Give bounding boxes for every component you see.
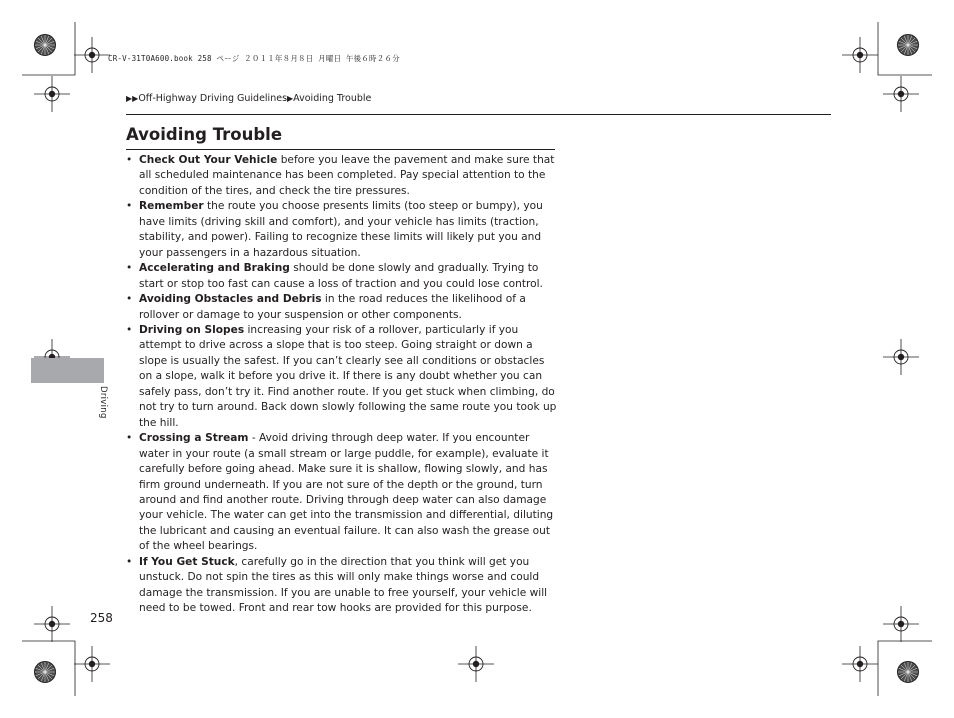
print-job-header: CR-V-31T0A600.book 258 ページ ２０１１年８月８日 月曜日 午後６時２６分 (108, 54, 400, 63)
list-item (126, 323, 558, 431)
item-text: - Avoid driving through deep water. If you encounter water in your route (a small stream or large puddle, for example), evaluate it carefully before going ahead. Make sure it is shallow, flowing slowly, and has firm ground underneath. If you are not sure of the depth or the ground, turn around and find another route. Driving through deep water can also damage your vehicle. The water can get into the transmission and differential, diluting the lubricant and causing an eventual failure. It can also wash the grease out of the wheel bearings. (139, 432, 554, 553)
guideline-list (126, 153, 558, 617)
breadcrumb (126, 93, 371, 104)
guideline-list-container (126, 153, 558, 617)
item-text: increasing your risk of a rollover, particularly if you attempt to drive across a slope that is too steep. Going straight or down a slope is usually the safest. If you can’t clearly see all conditions or obstacles on a slope, walk it before you drive it. If there is any doubt whether you can safely pass, don’t try it. Find another route. If you get stuck when climbing, do not try to turn around. Back down slowly following the same route you took up the hill. (139, 323, 557, 429)
bullet-icon: • (126, 323, 133, 336)
item-term: Driving on Slopes (139, 323, 245, 336)
item-term: Remember (139, 200, 204, 213)
item-term: Check Out Your Vehicle (139, 154, 278, 166)
list-item (126, 431, 558, 555)
item-text: before you leave the pavement and make sure that all scheduled maintenance has been completed. Pay special attention to the condition of the tires, and check the tire pressures. (139, 154, 555, 197)
page-number: 258 (90, 611, 113, 625)
item-text: , carefully go in the direction that you think will get you unstuck. Do not spin the tires as this will only make things worse and could damage the transmission. If you are unable to free yourself, your vehicle will need to be towed. Front and rear tow hooks are provided for this purpose. (139, 555, 548, 615)
item-term: If You Get Stuck (139, 555, 235, 568)
item-term: Crossing a Stream (139, 432, 249, 445)
page-title: Avoiding Trouble (126, 125, 283, 144)
list-item (126, 555, 558, 617)
breadcrumb-arrow-icon: ▶▶ (126, 94, 139, 103)
header-divider (126, 114, 831, 115)
bullet-icon: • (126, 555, 133, 568)
section-tab-label: Driving (98, 386, 108, 419)
item-term: Accelerating and Braking (139, 262, 290, 275)
breadcrumb-item-current: Avoiding Trouble (293, 93, 372, 104)
title-underline (126, 149, 555, 150)
item-text: should be done slowly and gradually. Trying to start or stop too fast can cause a loss of traction and you could lose control. (139, 262, 543, 290)
bullet-icon: • (126, 262, 133, 275)
item-term: Avoiding Obstacles and Debris (139, 293, 322, 306)
list-item (126, 199, 558, 261)
list-item (126, 261, 558, 292)
breadcrumb-item-off-highway[interactable]: Off-Highway Driving Guidelines (138, 93, 288, 104)
section-tab (31, 358, 104, 383)
list-item (126, 153, 558, 199)
bullet-icon: • (126, 293, 133, 306)
bullet-icon: • (126, 154, 133, 166)
bullet-icon: • (126, 200, 133, 213)
item-text: in the road reduces the likelihood of a rollover or damage to your suspension or other components. (139, 293, 526, 321)
bullet-icon: • (126, 432, 133, 445)
item-text: the route you choose presents limits (too steep or bumpy), you have limits (driving skill and comfort), and your vehicle has limits (traction, stability, and power). Failing to recognize these limits will likely put you and your passengers in a hazardous situation. (139, 200, 543, 259)
list-item (126, 292, 558, 323)
breadcrumb-arrow-icon: ▶ (287, 94, 294, 103)
